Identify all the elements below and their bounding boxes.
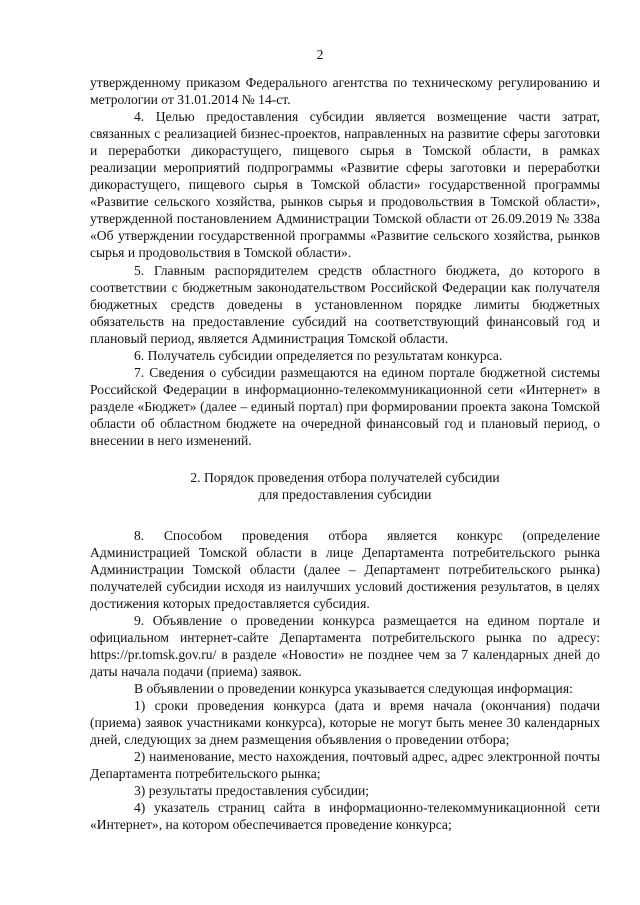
list-item-3: 3) результаты предоставления субсидии;: [134, 783, 370, 798]
paragraph-item-6: 6. Получатель субсидии определяется по результатам конкурса.: [134, 348, 503, 363]
paragraph-continuation: утвержденному приказом Федерального агентства по техническому регулированию и метрологии от 31.01.2014 № 14-ст.: [90, 75, 600, 107]
document-body: [90, 74, 600, 833]
paragraph-item-9: 9. Объявление о проведении конкурса размещается на едином портале и официальном интернет-сайте Департамента потребительского рынка по адресу: https://pr.tomsk.gov.ru/ в разделе «Новости» не позднее чем за 7 календарных дней до даты начала подачи (приема) заявок.: [90, 613, 600, 679]
list-item-4: 4) указатель страниц сайта в информационно-телекоммуникационной сети «Интернет», на котором обеспечивается проведение конкурса;: [90, 800, 600, 832]
paragraph-item-4: 4. Целью предоставления субсидии является возмещение части затрат, связанных с реализацией бизнес-проектов, направленных на развитие сферы заготовки и переработки дикорастущего, пищевого сырья в Томской области, в рамках реализации мероприятий подпрограммы «Развитие сферы заготовки и переработки дикорастущего, пищевого сырья в Томской области» государственной программы «Развитие сельского хозяйства, рынков сырья и продовольствия в Томской области», утвержденной постановлением Администрации Томской области от 26.09.2019 № 338а «Об утверждении государственной программы «Развитие сельского хозяйства, рынков сырья и продовольствия в Томской области».: [90, 109, 600, 260]
paragraph-item-8: 8. Способом проведения отбора является конкурс (определение Администрацией Томской области в лице Департамента потребительского рынка Администрации Томской области (далее – Департамент потребительского рынка) получателей субсидии исходя из наилучших условий достижения результатов, в целях достижения которых предоставляется субсидия.: [90, 528, 600, 611]
paragraph-item-7: 7. Сведения о субсидии размещаются на едином портале бюджетной системы Российской Федерации в информационно-телекоммуникационной сети «Интернет» в разделе «Бюджет» (далее – единый портал) при формировании проекта закона Томской области об областном бюджете на очередной финансовый год и плановый период, о внесении в него изменений.: [90, 365, 600, 448]
paragraph-announcement-intro: В объявлении о проведении конкурса указывается следующая информация:: [134, 681, 573, 696]
section-heading: [90, 469, 600, 503]
list-item-1: 1) сроки проведения конкурса (дата и время начала (окончания) подачи (приема) заявок участниками конкурса), которые не могут быть менее 30 календарных дней, следующих за днем размещения объявления о проведении отбора;: [90, 698, 600, 747]
section-heading-line-1: 2. Порядок проведения отбора получателей субсидии: [190, 470, 500, 485]
list-item-2: 2) наименование, место нахождения, почтовый адрес, адрес электронной почты Департамента потребительского рынка;: [90, 749, 600, 781]
page-number: 2: [316, 47, 324, 62]
paragraph-item-5: 5. Главным распорядителем средств областного бюджета, до которого в соответствии с бюджетным законодательством Российской Федерации как получателя бюджетных средств доведены в установленном порядке лимиты бюджетных обязательств на предоставление субсидий на соответствующий финансовый год и плановый период, является Администрация Томской области.: [90, 263, 600, 346]
section-heading-line-2: для предоставления субсидии: [258, 487, 432, 502]
